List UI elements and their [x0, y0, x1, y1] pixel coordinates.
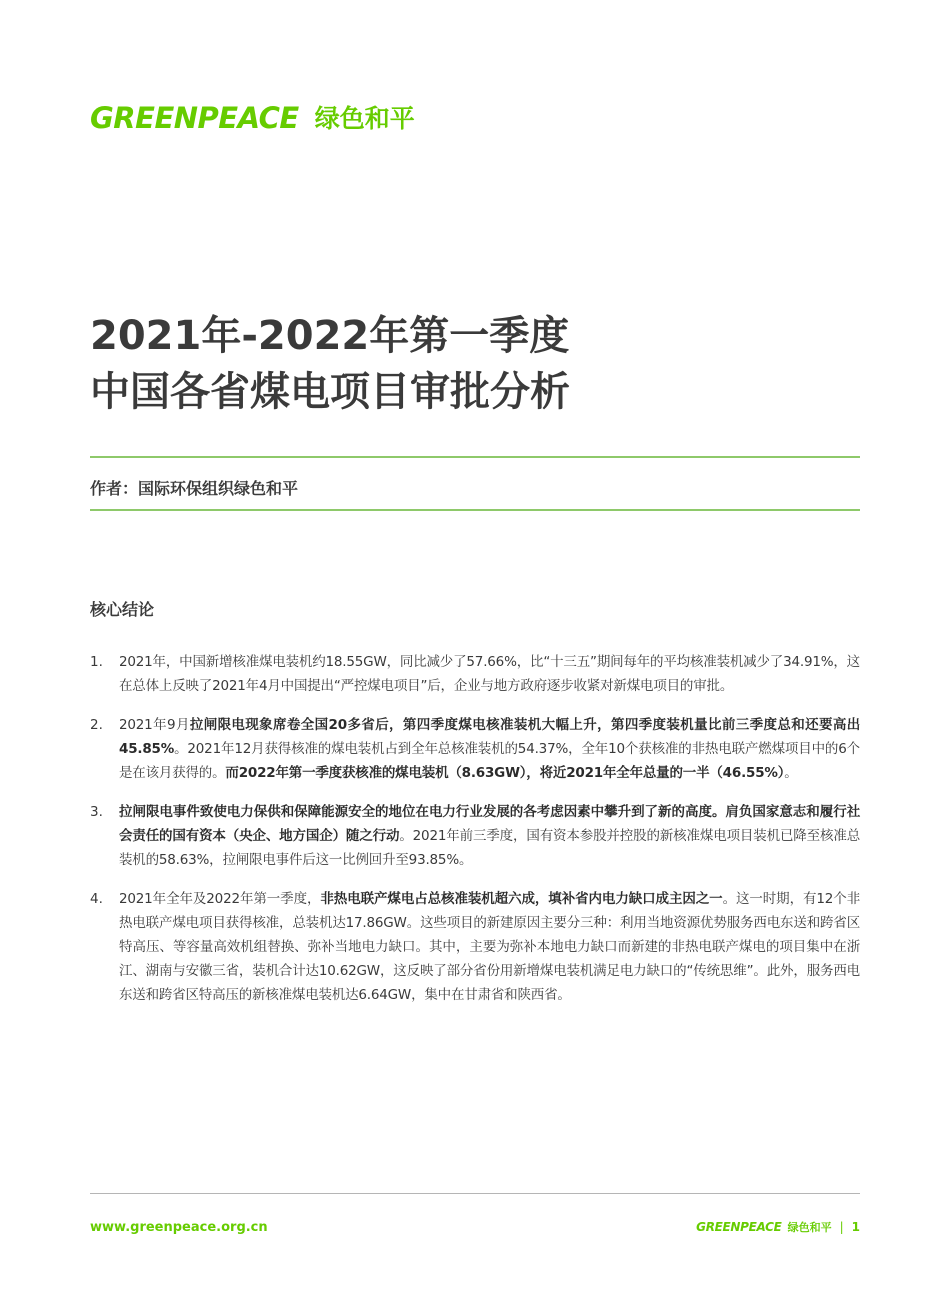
greenpeace-logo: [90, 101, 415, 135]
emphasized-text: 而2022年第一季度获核准的煤电装机（8.63GW），将近2021年全年总量的一半（46.55%）: [225, 765, 785, 781]
emphasized-text: 拉闸限电事件致使电力保供和保障能源安全的地位在电力行业发展的各考虑因素中攀升到了新的高度。肩负国家意志和履行社会责任的国有资本（央企、地方国企）随之行动: [119, 804, 860, 844]
list-item: [90, 650, 860, 698]
body-text: 2021年，中国新增核准煤电装机约18.55GW，同比减少了57.66%，比“十三五”期间每年的平均核准装机减少了34.91%，这在总体上反映了2021年4月中国提出“严控煤电项目”后，企业与地方政府逐步收紧对新煤电项目的审批。: [119, 654, 860, 694]
footer-branding: [696, 1219, 860, 1235]
page-number: 1: [851, 1220, 860, 1234]
body-text: 。这一时期，有12个非热电联产煤电项目获得核准，总装机达17.86GW。这些项目的新建原因主要分三种：利用当地资源优势服务西电东送和跨省区特高压、等容量高效机组替换、弥补当地电力缺口。其中，主要为弥补本地电力缺口而新建的非热电联产煤电的项目集中在浙江、湖南与安徽三省，装机合计达10.62GW，这反映了部分省份用新增煤电装机满足电力缺口的“传统思维”。此外，服务西电东送和跨省区特高压的新核准煤电装机达6.64GW，集中在甘肃省和陕西省。: [119, 891, 860, 1003]
author-line: 作者：国际环保组织绿色和平: [90, 479, 299, 498]
list-item: [90, 800, 860, 872]
footer-separator: |: [839, 1220, 844, 1234]
list-item-number: 1.: [90, 654, 103, 670]
footer-divider: [90, 1193, 860, 1194]
emphasized-text: 非热电联产煤电占总核准装机超六成，填补省内电力缺口成主因之一: [320, 891, 723, 907]
logo-text-cn: 绿色和平: [314, 104, 415, 133]
logo-text-en: GREENPEACE: [90, 101, 299, 135]
list-item-number: 3.: [90, 804, 103, 820]
footer-logo-cn: 绿色和平: [787, 1221, 832, 1234]
footer-website-link[interactable]: www.greenpeace.org.cn: [90, 1220, 268, 1235]
list-item: [90, 713, 860, 785]
list-item-text: [119, 713, 860, 785]
list-item-number: 4.: [90, 891, 103, 907]
section-title: 核心结论: [90, 600, 155, 619]
body-text: 。2021年12月获得核准的煤电装机占到全年总核准装机的54.37%，全年10个获核准的非热电联产燃煤项目中的6个是在该月获得的。: [119, 741, 860, 781]
body-text: 2021年全年及2022年第一季度，: [119, 891, 321, 907]
document-title: [90, 308, 570, 420]
emphasized-text: 拉闸限电现象席卷全国20多省后，第四季度煤电核准装机大幅上升，第四季度装机量比前三季度总和还要高出45.85%: [119, 717, 860, 757]
body-text: 2021年9月: [119, 717, 190, 733]
title-line-1: 2021年-2022年第一季度: [90, 313, 570, 359]
list-item-text: [119, 650, 860, 698]
list-item-text: [119, 887, 860, 1007]
key-findings-list: [90, 650, 860, 1022]
list-item-number: 2.: [90, 717, 103, 733]
list-item: [90, 887, 860, 1007]
footer-logo-en: GREENPEACE: [696, 1220, 782, 1234]
title-divider-top: [90, 456, 860, 458]
title-line-2: 中国各省煤电项目审批分析: [90, 369, 570, 415]
body-text: 。: [784, 765, 798, 781]
list-item-text: [119, 800, 860, 872]
title-divider-bottom: [90, 509, 860, 511]
body-text: 。2021年前三季度，国有资本参股并控股的新核准煤电项目装机已降至核准总装机的58.63%，拉闸限电事件后这一比例回升至93.85%。: [119, 828, 860, 868]
